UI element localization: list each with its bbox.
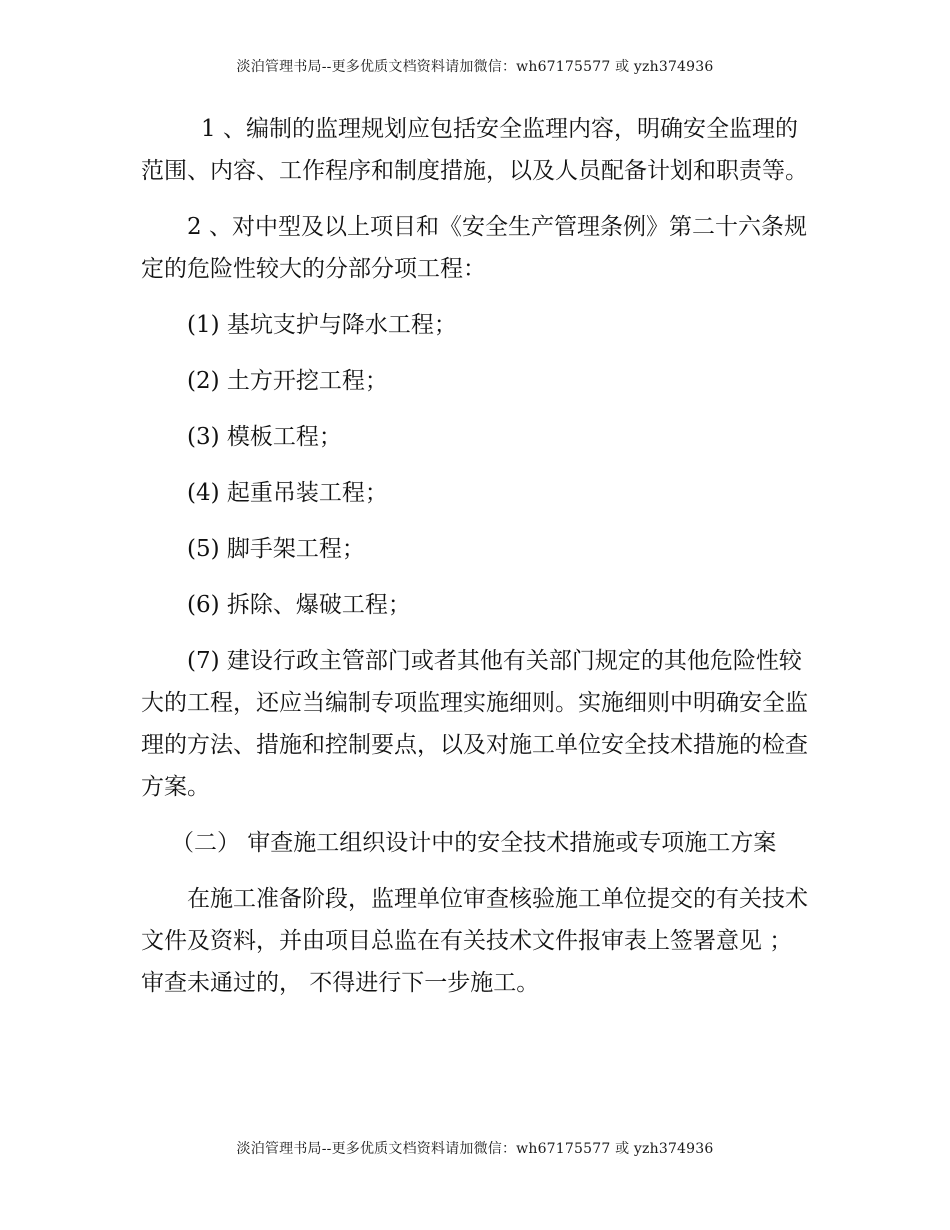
- list-item: (6) 拆除、爆破工程；: [187, 592, 411, 618]
- page-footer-watermark: 淡泊管理书局--更多优质文档资料请加微信：wh67175577 或 yzh374936: [236, 1141, 714, 1157]
- list-item: (5) 脚手架工程；: [187, 536, 365, 562]
- list-item: (7) 建设行政主管部门或者其他有关部门规定的其他危险性较大的工程，还应当编制专项监理实施细则。实施细则中明确安全监理的方法、措施和控制要点，以及对施工单位安全技术措施的检查方案。: [141, 648, 808, 800]
- paragraph-1: 1 、编制的监理规划应包括安全监理内容，明确安全监理的范围、内容、工作程序和制度措施，以及人员配备计划和职责等。: [141, 116, 808, 184]
- list-item: (2) 土方开挖工程；: [187, 368, 388, 394]
- paragraph-2: 2 、对中型及以上项目和《安全生产管理条例》第二十六条规定的危险性较大的分部分项工程：: [141, 214, 807, 282]
- list-item: (3) 模板工程；: [187, 424, 342, 450]
- list-item: (1) 基坑支护与降水工程；: [187, 312, 457, 338]
- list-item: (4) 起重吊装工程；: [187, 480, 388, 506]
- paragraph-last: 在施工准备阶段，监理单位审查核验施工单位提交的有关技术文件及资料，并由项目总监在有关技术文件报审表上签署意见 ；审查未通过的， 不得进行下一步施工。: [141, 886, 808, 996]
- section-heading: （二） 审查施工组织设计中的安全技术措施或专项施工方案: [171, 830, 777, 856]
- document-body: [141, 108, 813, 1004]
- page-header-watermark: 淡泊管理书局--更多优质文档资料请加微信：wh67175577 或 yzh374936: [236, 59, 714, 75]
